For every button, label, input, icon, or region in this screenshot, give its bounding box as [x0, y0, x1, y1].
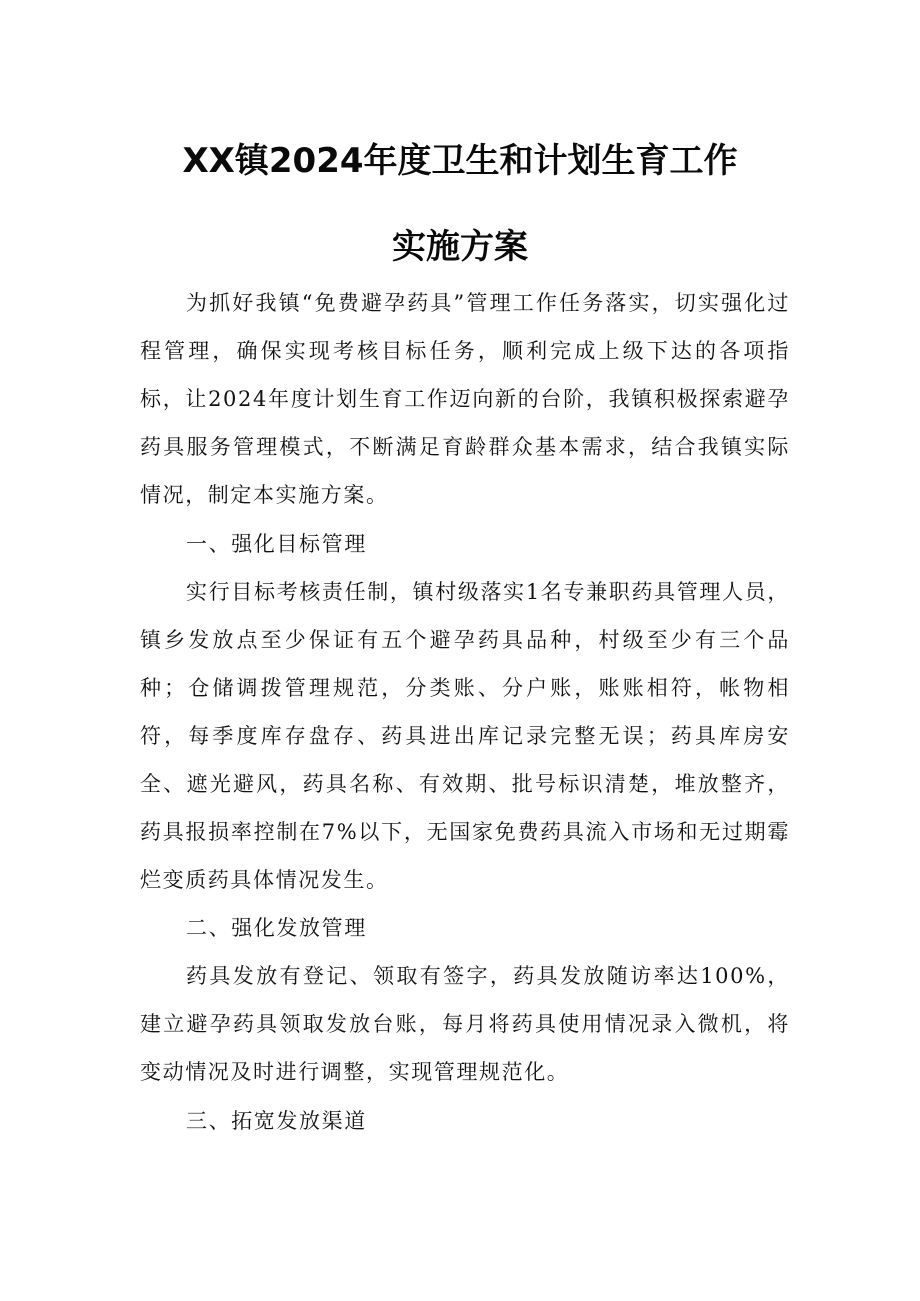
- intro-paragraph: 为抓好我镇“免费避孕药具”管理工作任务落实，切实强化过程管理，确保实现考核目标任务，顺利完成上级下达的各项指标，让2024年度计划生育工作迈向新的台阶，我镇积极探索避孕药具服务管理模式，不断满足育龄群众基本需求，结合我镇实际情况，制定本实施方案。: [140, 291, 790, 507]
- section-1-heading: 一、强化目标管理: [186, 532, 367, 556]
- section-2-heading: 二、强化发放管理: [186, 916, 367, 940]
- section-1-paragraph: 实行目标考核责任制，镇村级落实1名专兼职药具管理人员，镇乡发放点至少保证有五个避孕药具品种，村级至少有三个品种；仓储调拨管理规范，分类账、分户账，账账相符，帐物相符，每季度库存盘存、药具进出库记录完整无误；药具库房安全、遮光避风，药具名称、有效期、批号标识清楚，堆放整齐，药具报损率控制在7%以下，无国家免费药具流入市场和无过期霉烂变质药具体情况发生。: [140, 580, 790, 892]
- section-2-paragraph: 药具发放有登记、领取有签字，药具发放随访率达100%，建立避孕药具领取发放台账，每月将药具使用情况录入微机，将变动情况及时进行调整，实现管理规范化。: [140, 964, 790, 1084]
- document-title-line-2: 实施方案: [392, 227, 528, 267]
- document-title-line-1: XX镇2024年度卫生和计划生育工作: [182, 141, 738, 181]
- section-3-heading: 三、拓宽发放渠道: [186, 1109, 367, 1133]
